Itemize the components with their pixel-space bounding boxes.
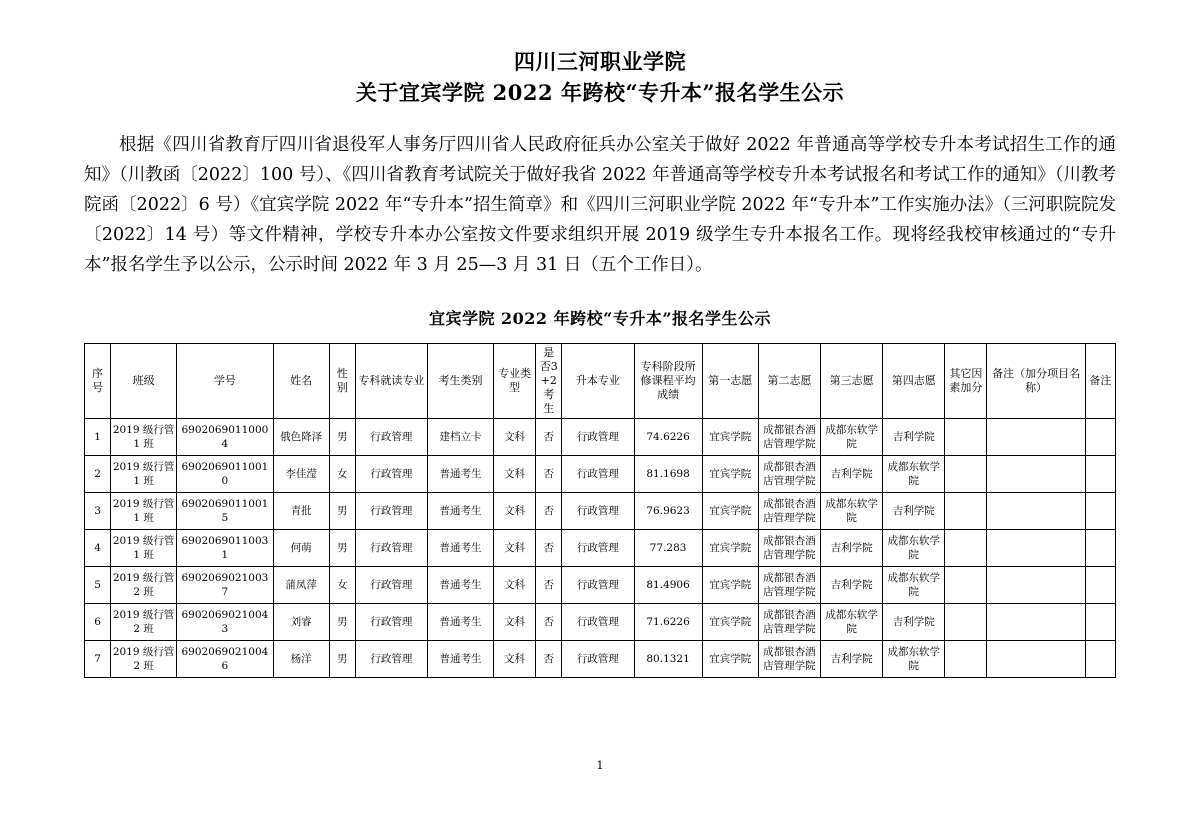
cell-seq: 3 (85, 493, 111, 530)
cell-remark-bonus (987, 604, 1085, 641)
cell-gender: 男 (329, 493, 355, 530)
cell-major: 行政管理 (355, 493, 427, 530)
cell-wish-1: 宜宾学院 (702, 456, 758, 493)
cell-name: 李佳滢 (273, 456, 329, 493)
cell-extra-points (945, 641, 987, 678)
cell-wish-3: 成都东软学院 (821, 419, 883, 456)
header-average-score: 专科阶段所修课程平均成绩 (634, 344, 702, 419)
header-wish-1: 第一志愿 (702, 344, 758, 419)
page-title (84, 46, 1116, 108)
intro-paragraph-block (84, 130, 1116, 280)
table-row (85, 641, 1116, 678)
cell-student-id: 69020690110015 (177, 493, 273, 530)
cell-student-id: 69020690110004 (177, 419, 273, 456)
cell-remark-bonus (987, 419, 1085, 456)
cell-wish-3: 吉利学院 (821, 567, 883, 604)
cell-wish-4: 吉利学院 (883, 419, 945, 456)
cell-wish-2: 成都银杏酒店管理学院 (758, 419, 820, 456)
cell-wish-2: 成都银杏酒店管理学院 (758, 641, 820, 678)
cell-gender: 男 (329, 604, 355, 641)
cell-class: 2019 级行管 1 班 (111, 419, 177, 456)
cell-wish-4: 成都东软学院 (883, 456, 945, 493)
cell-is-3plus2: 否 (536, 641, 562, 678)
header-extra-points: 其它因素加分 (945, 344, 987, 419)
cell-seq: 1 (85, 419, 111, 456)
page-number: 1 (596, 759, 604, 772)
cell-class: 2019 级行管 2 班 (111, 567, 177, 604)
cell-extra-points (945, 530, 987, 567)
cell-remark-bonus (987, 456, 1085, 493)
cell-wish-2: 成都银杏酒店管理学院 (758, 456, 820, 493)
cell-wish-4: 成都东软学院 (883, 641, 945, 678)
table-row (85, 530, 1116, 567)
cell-exam-type: 普通考生 (427, 641, 493, 678)
header-target-major: 升本专业 (562, 344, 634, 419)
cell-exam-type: 普通考生 (427, 530, 493, 567)
header-wish-3: 第三志愿 (821, 344, 883, 419)
header-remark-bonus: 备注（加分项目名称） (987, 344, 1085, 419)
cell-exam-type: 普通考生 (427, 604, 493, 641)
cell-wish-2: 成都银杏酒店管理学院 (758, 604, 820, 641)
cell-name: 刘睿 (273, 604, 329, 641)
header-class: 班级 (111, 344, 177, 419)
table-body (85, 419, 1116, 678)
cell-gender: 男 (329, 530, 355, 567)
cell-target-major: 行政管理 (562, 493, 634, 530)
cell-name: 青批 (273, 493, 329, 530)
cell-wish-2: 成都银杏酒店管理学院 (758, 530, 820, 567)
cell-exam-type: 普通考生 (427, 493, 493, 530)
registration-table (84, 343, 1116, 678)
header-student-id: 学号 (177, 344, 273, 419)
cell-name: 俄色降泽 (273, 419, 329, 456)
cell-name: 何萌 (273, 530, 329, 567)
cell-class: 2019 级行管 2 班 (111, 641, 177, 678)
header-remark: 备注 (1085, 344, 1115, 419)
cell-wish-1: 宜宾学院 (702, 604, 758, 641)
cell-wish-1: 宜宾学院 (702, 493, 758, 530)
cell-name: 蒲凤萍 (273, 567, 329, 604)
cell-seq: 5 (85, 567, 111, 604)
cell-category: 文科 (494, 604, 536, 641)
cell-major: 行政管理 (355, 530, 427, 567)
cell-is-3plus2: 否 (536, 604, 562, 641)
cell-wish-2: 成都银杏酒店管理学院 (758, 493, 820, 530)
cell-exam-type: 建档立卡 (427, 419, 493, 456)
cell-is-3plus2: 否 (536, 567, 562, 604)
cell-wish-2: 成都银杏酒店管理学院 (758, 567, 820, 604)
cell-exam-type: 普通考生 (427, 567, 493, 604)
cell-seq: 6 (85, 604, 111, 641)
cell-is-3plus2: 否 (536, 419, 562, 456)
cell-is-3plus2: 否 (536, 493, 562, 530)
cell-seq: 4 (85, 530, 111, 567)
cell-category: 文科 (494, 456, 536, 493)
cell-class: 2019 级行管 1 班 (111, 456, 177, 493)
table-row (85, 567, 1116, 604)
cell-remark-bonus (987, 641, 1085, 678)
cell-is-3plus2: 否 (536, 530, 562, 567)
cell-seq: 7 (85, 641, 111, 678)
title-line-1: 四川三河职业学院 (514, 49, 686, 74)
cell-average-score: 76.9623 (634, 493, 702, 530)
header-major: 专科就读专业 (355, 344, 427, 419)
cell-student-id: 69020690210046 (177, 641, 273, 678)
cell-wish-1: 宜宾学院 (702, 530, 758, 567)
cell-name: 杨洋 (273, 641, 329, 678)
cell-wish-1: 宜宾学院 (702, 641, 758, 678)
cell-wish-4: 成都东软学院 (883, 567, 945, 604)
cell-wish-3: 吉利学院 (821, 530, 883, 567)
cell-remark (1085, 456, 1115, 493)
cell-average-score: 71.6226 (634, 604, 702, 641)
cell-remark (1085, 567, 1115, 604)
header-wish-2: 第二志愿 (758, 344, 820, 419)
cell-target-major: 行政管理 (562, 419, 634, 456)
table-row (85, 419, 1116, 456)
cell-remark (1085, 641, 1115, 678)
cell-gender: 男 (329, 641, 355, 678)
cell-wish-3: 吉利学院 (821, 456, 883, 493)
cell-gender: 女 (329, 567, 355, 604)
cell-remark (1085, 530, 1115, 567)
cell-category: 文科 (494, 530, 536, 567)
cell-remark (1085, 604, 1115, 641)
table-caption: 宜宾学院 2022 年跨校“专升本”报名学生公示 (428, 309, 772, 328)
cell-extra-points (945, 456, 987, 493)
cell-wish-1: 宜宾学院 (702, 419, 758, 456)
cell-major: 行政管理 (355, 604, 427, 641)
cell-class: 2019 级行管 1 班 (111, 530, 177, 567)
cell-category: 文科 (494, 419, 536, 456)
cell-student-id: 69020690210043 (177, 604, 273, 641)
cell-exam-type: 普通考生 (427, 456, 493, 493)
cell-remark-bonus (987, 493, 1085, 530)
header-seq: 序号 (85, 344, 111, 419)
intro-paragraph: 根据《四川省教育厅四川省退役军人事务厅四川省人民政府征兵办公室关于做好 2022 年普通高等学校专升本考试招生工作的通知》（川教函〔2022〕100 号）、《四川省教育考试院关于做好我省 2022 年普通高等学校专升本考试报名和考试工作的通知》（川教考院函〔2022〕6 号）《宜宾学院 2022 年“专升本”招生简章》和《四川三河职业学院 2022 年“专升本”工作实施办法》（三河职院院发〔2022〕14 号）等文件精神，学校专升本办公室按文件要求组织开展 2019 级学生专升本报名工作。现将经我校审核通过的“专升本”报名学生予以公示，公示时间 2022 年 3 月 25—3 月 31 日（五个工作日）。 (84, 135, 1116, 275)
cell-remark (1085, 493, 1115, 530)
table-header-row (85, 344, 1116, 419)
cell-wish-3: 成都东软学院 (821, 604, 883, 641)
cell-average-score: 81.4906 (634, 567, 702, 604)
cell-is-3plus2: 否 (536, 456, 562, 493)
header-exam-type: 考生类别 (427, 344, 493, 419)
table-row (85, 456, 1116, 493)
cell-class: 2019 级行管 1 班 (111, 493, 177, 530)
cell-major: 行政管理 (355, 641, 427, 678)
cell-extra-points (945, 493, 987, 530)
cell-major: 行政管理 (355, 567, 427, 604)
cell-average-score: 80.1321 (634, 641, 702, 678)
cell-wish-4: 成都东软学院 (883, 530, 945, 567)
header-category: 专业类型 (494, 344, 536, 419)
cell-major: 行政管理 (355, 419, 427, 456)
header-name: 姓名 (273, 344, 329, 419)
cell-wish-1: 宜宾学院 (702, 567, 758, 604)
header-gender: 性别 (329, 344, 355, 419)
cell-student-id: 69020690210037 (177, 567, 273, 604)
cell-target-major: 行政管理 (562, 641, 634, 678)
cell-target-major: 行政管理 (562, 567, 634, 604)
cell-average-score: 77.283 (634, 530, 702, 567)
cell-wish-4: 吉利学院 (883, 604, 945, 641)
header-is-3plus2: 是否3+2考生 (536, 344, 562, 419)
cell-average-score: 81.1698 (634, 456, 702, 493)
header-wish-4: 第四志愿 (883, 344, 945, 419)
cell-major: 行政管理 (355, 456, 427, 493)
table-row (85, 604, 1116, 641)
cell-remark-bonus (987, 567, 1085, 604)
cell-wish-4: 吉利学院 (883, 493, 945, 530)
cell-wish-3: 成都东软学院 (821, 493, 883, 530)
cell-target-major: 行政管理 (562, 604, 634, 641)
title-line-2: 关于宜宾学院 2022 年跨校“专升本”报名学生公示 (355, 80, 845, 105)
cell-category: 文科 (494, 641, 536, 678)
cell-class: 2019 级行管 2 班 (111, 604, 177, 641)
cell-extra-points (945, 419, 987, 456)
cell-student-id: 69020690110031 (177, 530, 273, 567)
cell-student-id: 69020690110010 (177, 456, 273, 493)
cell-category: 文科 (494, 493, 536, 530)
cell-target-major: 行政管理 (562, 530, 634, 567)
cell-target-major: 行政管理 (562, 456, 634, 493)
cell-wish-3: 吉利学院 (821, 641, 883, 678)
table-row (85, 493, 1116, 530)
cell-remark-bonus (987, 530, 1085, 567)
cell-extra-points (945, 604, 987, 641)
cell-gender: 男 (329, 419, 355, 456)
cell-seq: 2 (85, 456, 111, 493)
cell-remark (1085, 419, 1115, 456)
cell-category: 文科 (494, 567, 536, 604)
cell-gender: 女 (329, 456, 355, 493)
cell-extra-points (945, 567, 987, 604)
cell-average-score: 74.6226 (634, 419, 702, 456)
